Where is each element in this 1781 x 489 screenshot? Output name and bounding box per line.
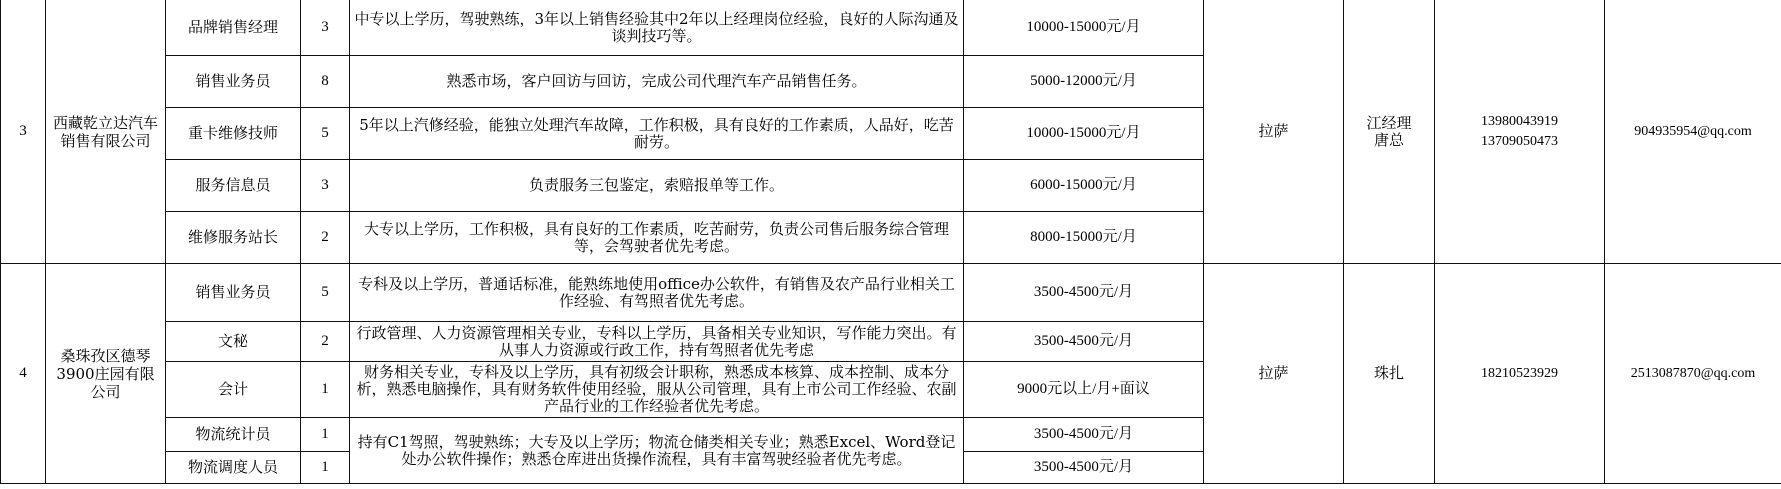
position-title: 服务信息员 [166, 160, 301, 212]
table-row [1, 264, 1781, 322]
headcount: 5 [301, 264, 350, 322]
headcount: 5 [301, 108, 350, 160]
salary: 8000-15000元/月 [964, 212, 1204, 264]
company-name: 西藏乾立达汽车销售有限公司 [46, 0, 166, 264]
contact-person: 江经理 唐总 [1344, 0, 1435, 264]
table-row [1, 0, 1781, 56]
headcount: 1 [301, 452, 350, 484]
salary: 3500-4500元/月 [964, 264, 1204, 322]
salary: 10000-15000元/月 [964, 108, 1204, 160]
headcount: 3 [301, 160, 350, 212]
salary: 9000元以上/月+面议 [964, 362, 1204, 418]
job-requirement: 持有C1驾照，驾驶熟练；大专及以上学历；物流仓储类相关专业；熟悉Excel、Word登记处办公软件操作；熟悉仓库进出货操作流程，具有丰富驾驶经验者优先考虑。 [350, 418, 964, 484]
job-requirement: 行政管理、人力资源管理相关专业，专科以上学历，具备相关专业知识，写作能力突出。有从事人力资源或行政工作，持有驾照者优先考虑 [350, 322, 964, 362]
position-title: 重卡维修技师 [166, 108, 301, 160]
job-requirement: 大专以上学历，工作积极，具有良好的工作素质，吃苦耐劳，负责公司售后服务综合管理等，会驾驶者优先考虑。 [350, 212, 964, 264]
job-requirement: 财务相关专业，专科及以上学历，具有初级会计职称，熟悉成本核算、成本控制、成本分析，熟悉电脑操作，具有财务软件使用经验，服从公司管理，具有上市公司工作经验、农副产品行业的工作经验者优先考虑。 [350, 362, 964, 418]
job-requirement: 专科及以上学历，普通话标准，能熟练地使用office办公软件，有销售及农产品行业相关工作经验、有驾照者优先考虑。 [350, 264, 964, 322]
position-title: 物流统计员 [166, 418, 301, 452]
contact-email: 2513087870@qq.com [1605, 264, 1781, 484]
position-title: 品牌销售经理 [166, 0, 301, 56]
salary: 3500-4500元/月 [964, 418, 1204, 452]
headcount: 3 [301, 0, 350, 56]
position-title: 销售业务员 [166, 264, 301, 322]
row-number: 3 [1, 0, 46, 264]
headcount: 2 [301, 212, 350, 264]
contact-person: 珠扎 [1344, 264, 1435, 484]
contact-phone: 18210523929 [1435, 264, 1605, 484]
work-location: 拉萨 [1204, 264, 1344, 484]
position-title: 会计 [166, 362, 301, 418]
position-title: 文秘 [166, 322, 301, 362]
headcount: 2 [301, 322, 350, 362]
work-location: 拉萨 [1204, 0, 1344, 264]
position-title: 物流调度人员 [166, 452, 301, 484]
job-requirement: 5年以上汽修经验，能独立处理汽车故障，工作积极，具有良好的工作素质，人品好，吃苦耐劳。 [350, 108, 964, 160]
headcount: 8 [301, 56, 350, 108]
company-name: 桑珠孜区德琴3900庄园有限公司 [46, 264, 166, 484]
salary: 3500-4500元/月 [964, 322, 1204, 362]
headcount: 1 [301, 418, 350, 452]
position-title: 销售业务员 [166, 56, 301, 108]
salary: 6000-15000元/月 [964, 160, 1204, 212]
job-requirement: 熟悉市场，客户回访与回访，完成公司代理汽车产品销售任务。 [350, 56, 964, 108]
job-requirement: 负责服务三包鉴定，索赔报单等工作。 [350, 160, 964, 212]
contact-phone: 13980043919 13709050473 [1435, 0, 1605, 264]
salary: 5000-12000元/月 [964, 56, 1204, 108]
job-requirement: 中专以上学历，驾驶熟练，3年以上销售经验其中2年以上经理岗位经验，良好的人际沟通及谈判技巧等。 [350, 0, 964, 56]
position-title: 维修服务站长 [166, 212, 301, 264]
contact-email: 904935954@qq.com [1605, 0, 1781, 264]
salary: 10000-15000元/月 [964, 0, 1204, 56]
headcount: 1 [301, 362, 350, 418]
row-number: 4 [1, 264, 46, 484]
salary: 3500-4500元/月 [964, 452, 1204, 484]
